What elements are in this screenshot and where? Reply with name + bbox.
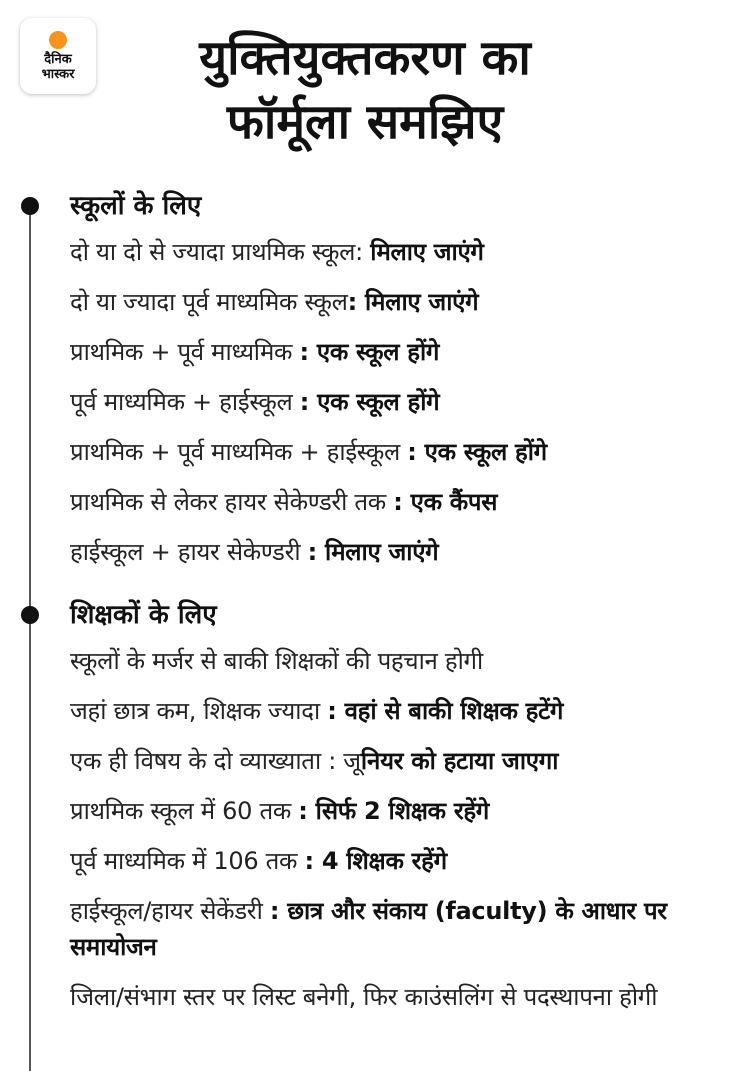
title-line1: युक्तियुक्तकरण का: [199, 30, 531, 86]
list-item: एक ही विषय के दो व्याख्याता : जूनियर को हटाया जाएगा: [70, 747, 559, 775]
list-item: प्राथमिक + पूर्व माध्यमिक : एक स्कूल होंगे: [70, 338, 440, 366]
list-item: प्राथमिक स्कूल में 60 तक : सिर्फ 2 शिक्षक रहेंगे: [70, 797, 490, 825]
dainik-bhaskar-logo: [20, 18, 96, 94]
list-item: जिला/संभाग स्तर पर लिस्ट बनेगी, फिर काउंसलिंग से पदस्थापना होगी: [70, 983, 658, 1011]
list-item: हाईस्कूल + हायर सेकेण्डरी : मिलाए जाएंगे: [70, 538, 439, 566]
list-item: पूर्व माध्यमिक में 106 तक : 4 शिक्षक रहेंगे: [70, 847, 447, 875]
timeline-line: [29, 200, 31, 1071]
title-line2: फॉर्मूला समझिए: [226, 94, 504, 150]
schools-list: [70, 234, 720, 584]
teachers-list: [70, 643, 720, 1029]
section-heading-teachers: शिक्षकों के लिए: [70, 600, 217, 630]
list-item: पूर्व माध्यमिक + हाईस्कूल : एक स्कूल होंगे: [70, 388, 440, 416]
list-item: स्कूलों के मर्जर से बाकी शिक्षकों की पहचान होगी: [70, 647, 483, 675]
bullet-dot-teachers: [21, 606, 39, 624]
list-item: हाईस्कूल/हायर सेकेंडरी : छात्र और संकाय (faculty) के आधार पर समायोजन: [70, 897, 667, 961]
bullet-dot-schools: [21, 197, 39, 215]
list-item: जहां छात्र कम, शिक्षक ज्यादा : वहां से बाकी शिक्षक हटेंगे: [70, 697, 564, 725]
list-item: दो या ज्यादा पूर्व माध्यमिक स्कूल: मिलाए जाएंगे: [70, 288, 479, 316]
list-item: प्राथमिक से लेकर हायर सेकेण्डरी तक : एक कैंपस: [70, 488, 498, 516]
sun-icon: [49, 31, 67, 49]
page-title: [110, 26, 620, 154]
logo-text-line2: भास्कर: [41, 66, 75, 82]
list-item: प्राथमिक + पूर्व माध्यमिक + हाईस्कूल : एक स्कूल होंगे: [70, 438, 547, 466]
logo-text-line1: दैनिक: [44, 51, 72, 67]
list-item: दो या दो से ज्यादा प्राथमिक स्कूल: मिलाए जाएंगे: [70, 238, 484, 266]
section-heading-schools: स्कूलों के लिए: [70, 191, 202, 221]
